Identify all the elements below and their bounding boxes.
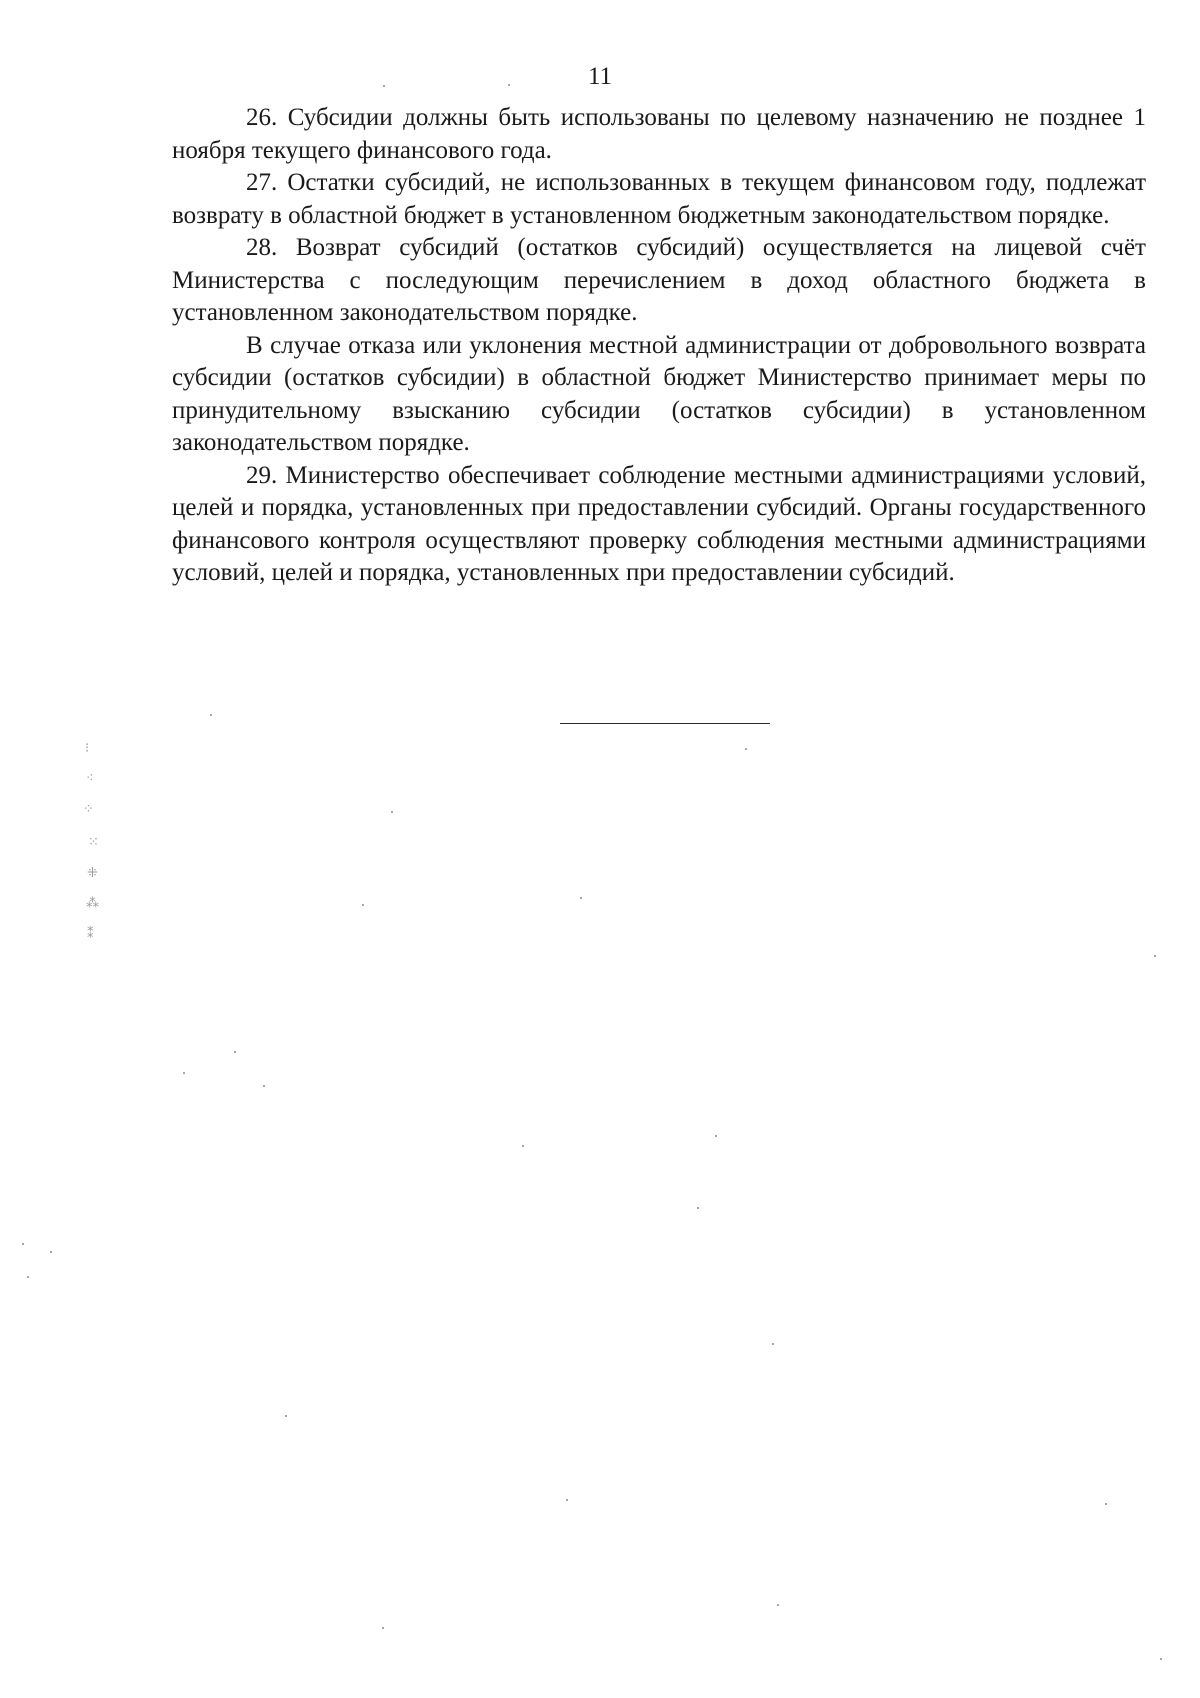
scan-speck [522,1145,524,1147]
scan-artifact: ⁜ [87,866,98,881]
scan-artifact: ⁂ [86,896,99,911]
end-of-text-rule [560,723,770,724]
scan-speck [50,1251,52,1253]
scan-speck [1160,1658,1162,1660]
scan-artifact: ⁙ [88,835,99,850]
scan-speck [391,811,393,813]
scan-speck [22,1243,24,1245]
scan-speck [382,1627,384,1629]
scan-artifact: ⁝ [85,741,90,756]
scan-speck [183,1072,185,1074]
scan-speck [27,1276,29,1278]
scan-speck [566,1499,568,1501]
scan-speck [777,1604,779,1606]
scan-speck [1105,1503,1107,1505]
scan-speck [210,714,212,716]
scan-speck [772,1343,774,1345]
scan-speck [697,1207,699,1209]
paragraph-28-continued: В случае отказа или уклонения местной администрации от добровольного возврата субсидии (остатков субсидии) в областной бюджет Министерство принимает меры по принудительному взысканию субсидии (остатков субсидии) в установленном законодательством порядке. [172,331,1146,456]
scan-speck [234,1051,236,1053]
paragraph-28: 28. Возврат субсидий (остатков субсидий) осуществляется на лицевой счёт Министерства с последующим перечислением в доход областного бюджета в установленном законодательством порядке. [172,234,1146,326]
scan-artifact: ⁖ [86,771,94,786]
scan-speck [362,904,364,906]
document-body [172,102,1146,590]
scan-speck [383,85,385,87]
scan-speck [263,1085,265,1087]
scan-speck [580,897,582,899]
scan-speck [285,1415,287,1417]
scan-speck [1154,955,1156,957]
paragraph-26: 26. Субсидии должны быть использованы по целевому назначению не позднее 1 ноября текущего финансового года. [172,104,1146,164]
scan-speck [745,748,747,750]
page-number: 11 [587,63,613,90]
scan-artifact: ⁘ [83,802,94,817]
scan-artifact: ⁑ [87,927,94,942]
paragraph-27: 27. Остатки субсидий, не использованных в текущем финансовом году, подлежат возврату в областной бюджет в установленном бюджетным законодательством порядке. [172,169,1146,229]
paragraph-29: 29. Министерство обеспечивает соблюдение местными администрациями условий, целей и порядка, установленных при предоставлении субсидий. Органы государственного финансового контроля осуществляют проверку соблюдения местными администрациями условий, целей и порядка, установленных при предоставлении субсидий. [172,461,1146,586]
scan-speck [715,1135,717,1137]
scan-speck [508,84,510,86]
